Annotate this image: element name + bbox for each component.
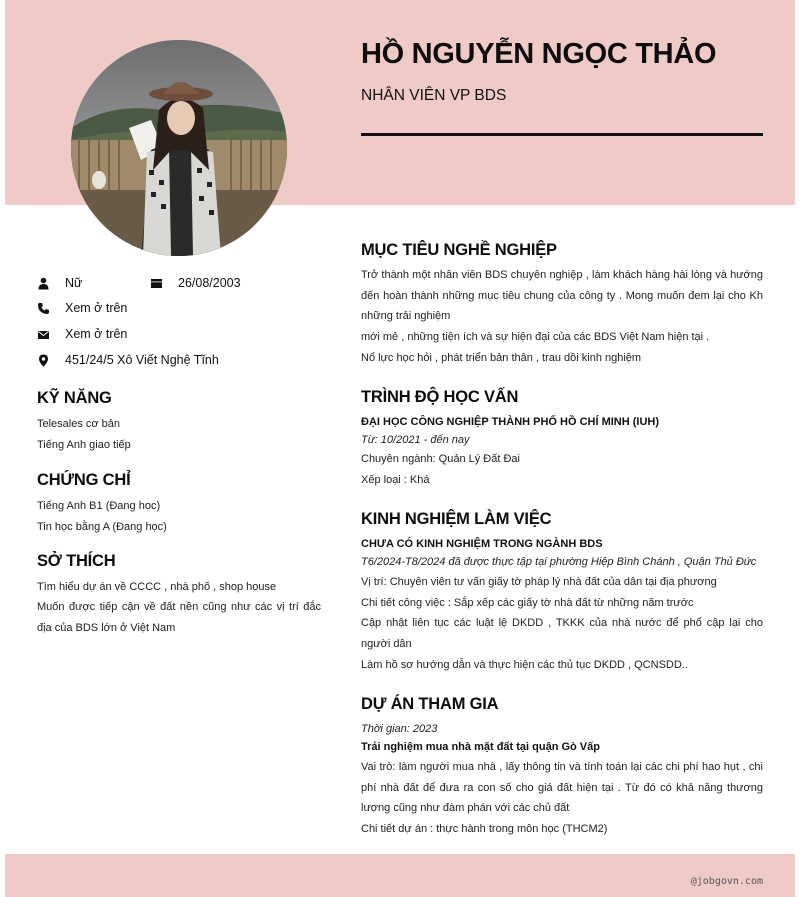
hobby-item: Muốn được tiếp cận về đất nền cũng như các vị trí đắc địa của BDS lớn ở Việt Nam <box>37 601 321 634</box>
experience-detail: Chi tiết công việc : Sắp xếp các giấy tờ nhà đất từ những năm trước <box>361 597 694 609</box>
birthday-row <box>150 273 241 293</box>
job-title: NHÂN VIÊN VP BDS <box>361 87 507 104</box>
experience-subheading: CHƯA CÓ KINH NGHIỆM TRONG NGÀNH BDS <box>361 538 603 550</box>
gender-value: Nữ <box>65 276 83 290</box>
project-detail: Chi tiết dự án : thực hành trong môn học (THCM2) <box>361 823 608 835</box>
calendar-icon <box>150 277 163 290</box>
school-name: ĐẠI HỌC CÔNG NGHIỆP THÀNH PHỐ HỒ CHÍ MINH (IUH) <box>361 416 660 428</box>
certificate-item: Tin học bằng A (Đang học) <box>37 521 167 533</box>
phone-icon <box>37 302 50 315</box>
certificate-item: Tiếng Anh B1 (Đang học) <box>37 500 161 512</box>
experience-update: Cập nhật liên tục các luật lệ DKDD , TKKK của nhà nước để phổ cập lại cho người dân <box>361 617 763 650</box>
email-row <box>37 324 127 344</box>
objective-heading: MỤC TIÊU NGHỀ NGHIỆP <box>361 241 557 259</box>
skill-item: Telesales cơ bản <box>37 418 121 430</box>
education-period: Từ: 10/2021 - đến nay <box>361 434 470 446</box>
projects-heading: DỰ ÁN THAM GIA <box>361 695 499 713</box>
project-role: Vai trò: làm người mua nhà , lấy thông tin và tính toán lại các chi phí hao hụt , chi phí nhà đất để đưa ra con số cho giá đất hiện tại . Từ đó có khả năng thương lượng cũng như đàm phán với các chủ đất <box>361 761 763 815</box>
experience-role: Vị trí: Chuyên viên tư vấn giấy tờ pháp lý nhà đất của dân tại địa phương <box>361 576 717 588</box>
objective-text: Trở thành một nhân viên BDS chuyên nghiệp , làm khách hàng hài lòng và hướng đến hoàn thành những mục tiêu chung của công ty . Mong muốn đem lại cho Kh những trải nghiệm <box>361 269 763 323</box>
experience-guide: Làm hồ sơ hướng dẫn và thực hiện các thủ tục DKDD , QCNSDD.. <box>361 659 688 671</box>
objective-text: mới mẻ , những tiện ích và sự hiện đại của các BDS Việt Nam hiện tại . <box>361 331 710 343</box>
footer-band <box>5 854 795 897</box>
education-rank: Xếp loại : Khá <box>361 474 430 486</box>
hobbies-heading: SỞ THÍCH <box>37 552 116 570</box>
profile-photo <box>71 40 287 256</box>
gender-row <box>37 273 82 293</box>
address-row <box>37 350 219 370</box>
project-name: Trải nghiệm mua nhà mặt đất tại quận Gò Vấp <box>361 741 600 753</box>
experience-period: T6/2024-T8/2024 đã được thực tập tại phường Hiệp Bình Chánh , Quận Thủ Đức <box>361 556 757 568</box>
email-value: Xem ở trên <box>65 327 128 341</box>
footer-watermark: @jobgovn.com <box>690 876 763 887</box>
phone-row <box>37 298 127 318</box>
location-pin-icon <box>37 354 50 367</box>
user-icon <box>37 277 50 290</box>
address-value: 451/24/5 Xô Viết Nghệ Tĩnh <box>65 353 219 367</box>
project-time: Thời gian: 2023 <box>361 723 438 735</box>
phone-value: Xem ở trên <box>65 301 128 315</box>
hobby-item: Tìm hiểu dự án về CCCC , nhà phố , shop house <box>37 581 277 593</box>
certificates-heading: CHỨNG CHỈ <box>37 471 131 489</box>
birthday-value: 26/08/2003 <box>178 276 241 290</box>
skill-item: Tiếng Anh giao tiếp <box>37 439 131 451</box>
experience-heading: KINH NGHIỆM LÀM VIỆC <box>361 510 552 528</box>
objective-text: Nổ lực học hỏi , phát triển bản thân , trau dồi kinh nghiệm <box>361 352 642 364</box>
education-major: Chuyên ngành: Quản Lý Đất Đai <box>361 453 520 465</box>
title-divider <box>361 133 763 136</box>
education-heading: TRÌNH ĐỘ HỌC VẤN <box>361 388 519 406</box>
mail-icon <box>37 328 50 341</box>
candidate-name: HỒ NGUYỄN NGỌC THẢO <box>361 38 717 70</box>
skills-heading: KỸ NĂNG <box>37 389 112 407</box>
